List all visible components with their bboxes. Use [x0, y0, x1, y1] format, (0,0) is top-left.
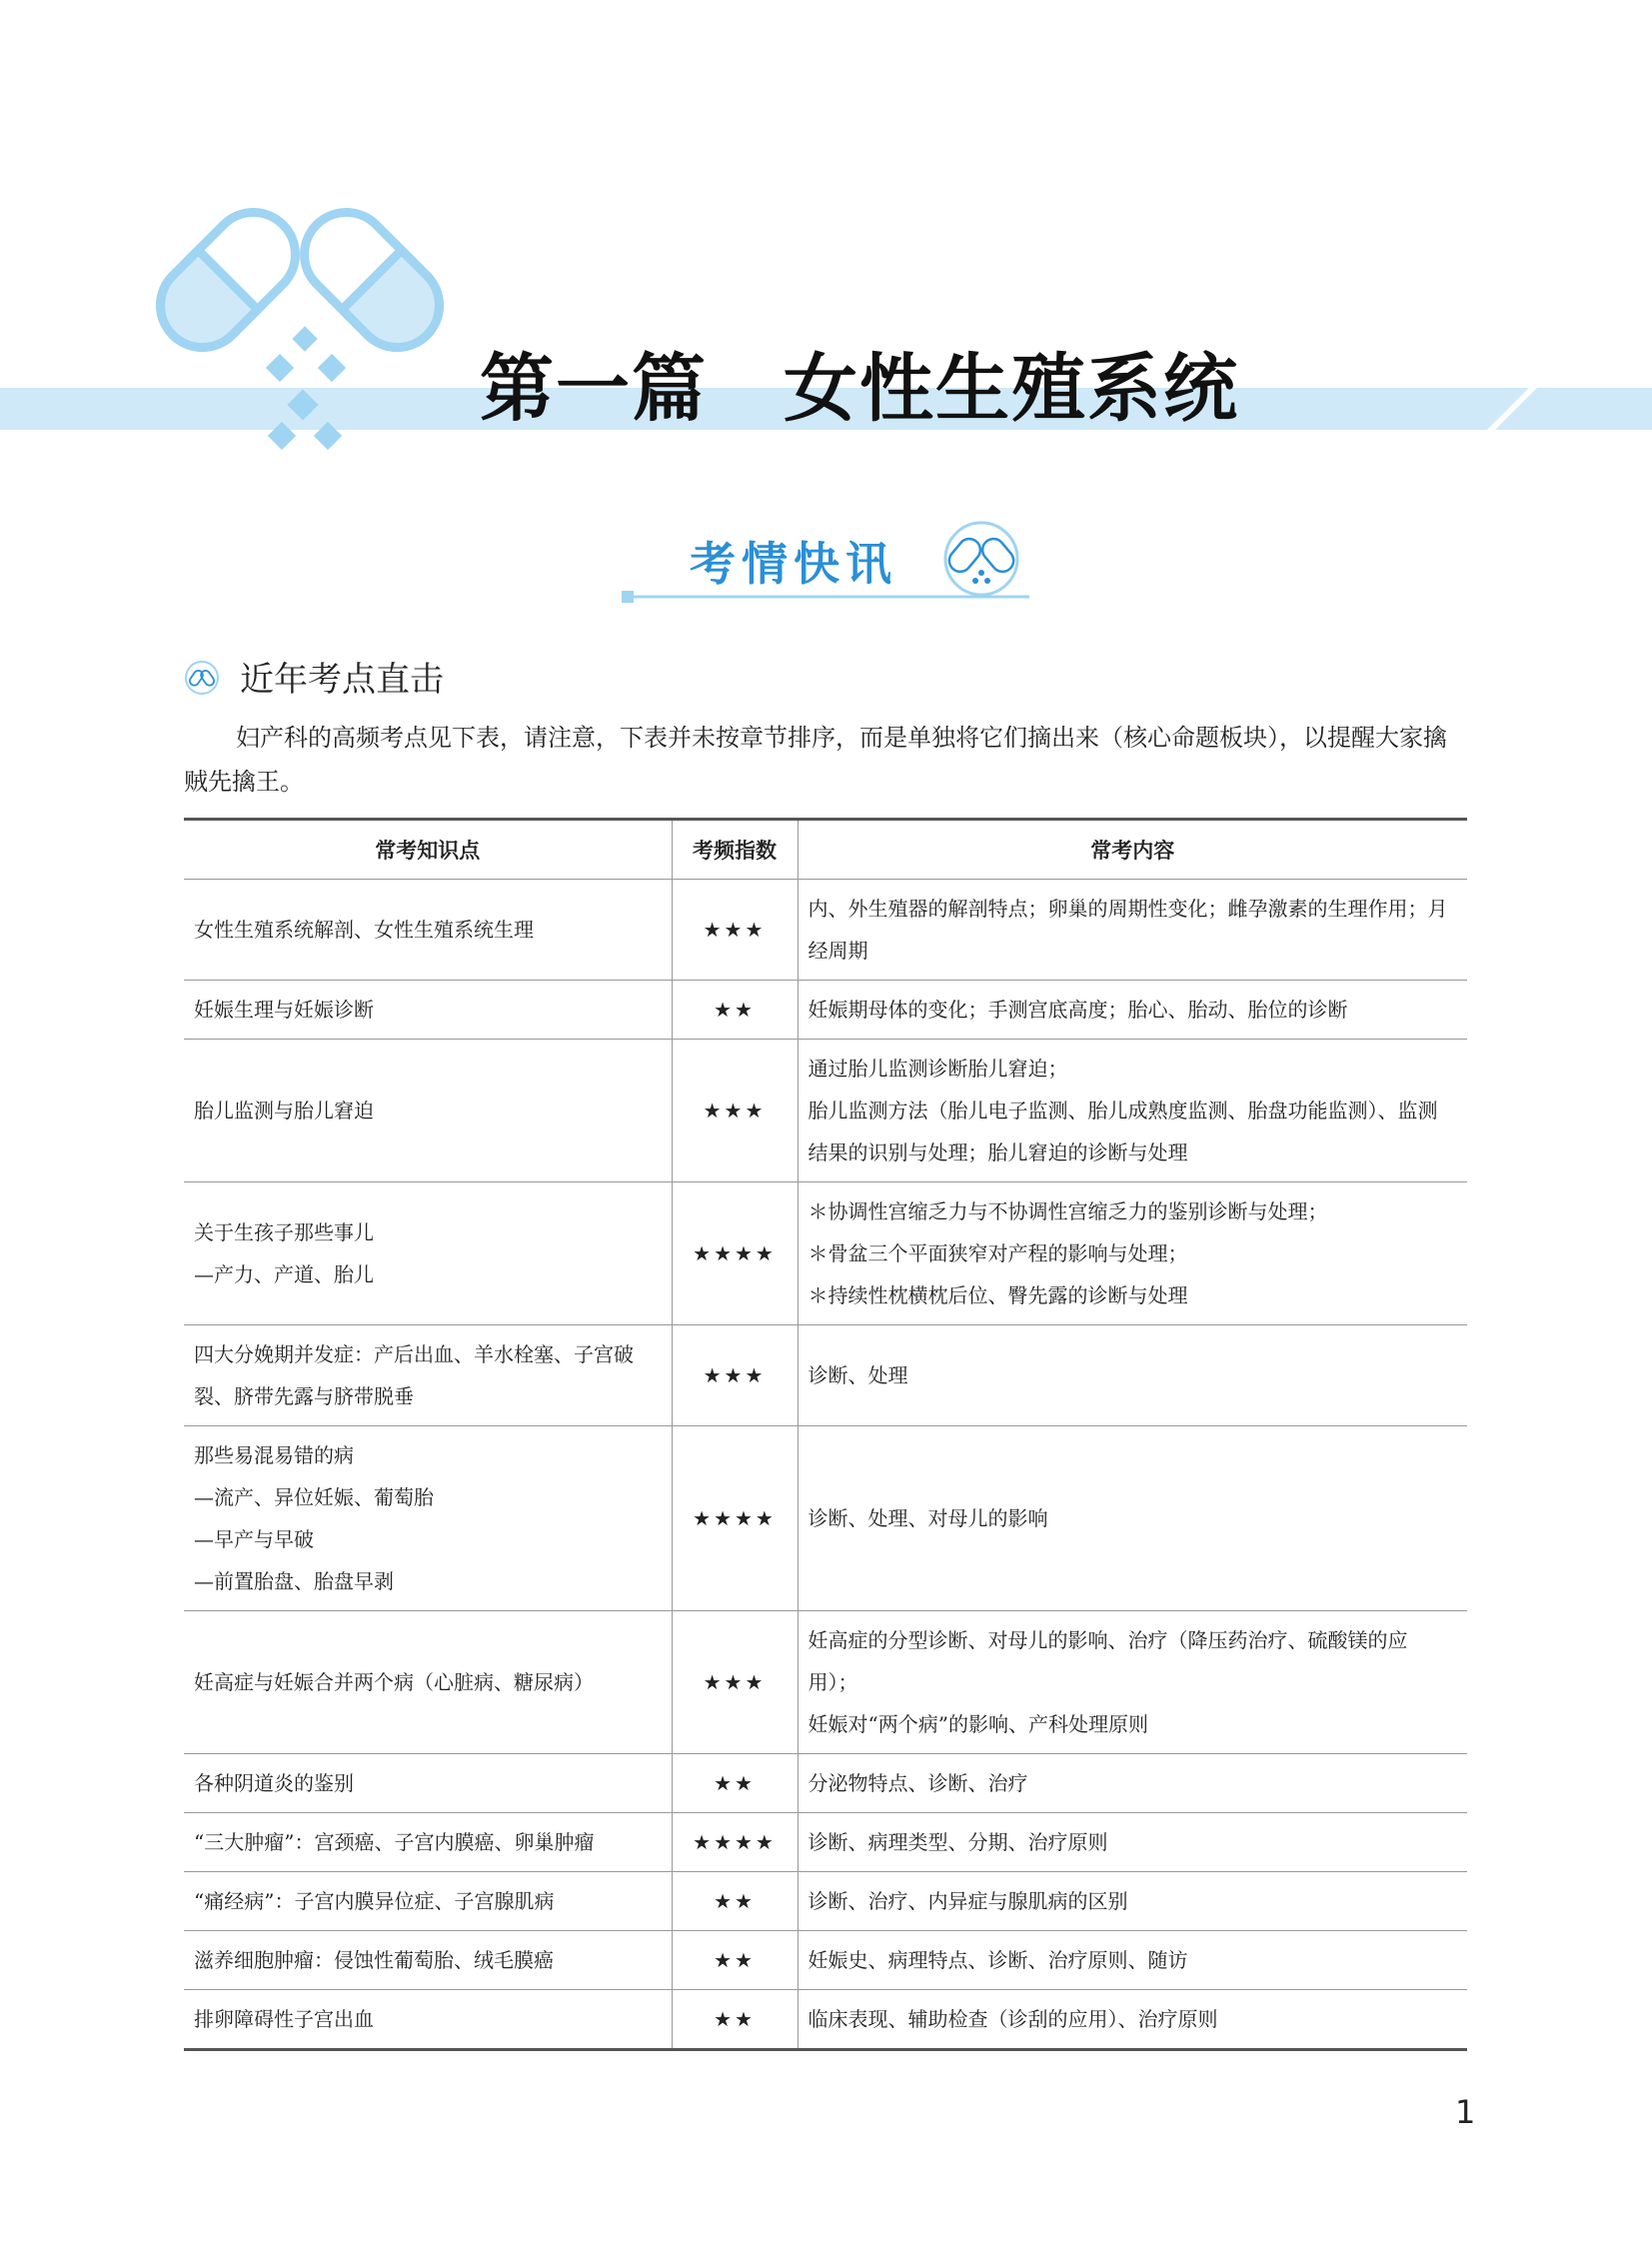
content-line: 通过胎儿监测诊断胎儿窘迫；: [808, 1057, 1068, 1081]
table-row: [184, 1754, 1467, 1813]
frequency-stars: ★★: [672, 1990, 798, 2050]
header-frequency: 考频指数: [672, 820, 798, 880]
content-line: 诊断、治疗、内异症与腺肌病的区别: [808, 1889, 1128, 1913]
exam-topics-table: [184, 818, 1467, 2051]
header-content: 常考内容: [798, 820, 1467, 880]
topic-line: 妊高症与妊娠合并两个病（心脏病、糖尿病）: [194, 1670, 594, 1694]
content-cell: [798, 981, 1467, 1040]
content-cell: [798, 1325, 1467, 1426]
content-cell: [798, 1426, 1467, 1611]
content-line: 妊娠期母体的变化；手测宫底高度；胎心、胎动、胎位的诊断: [808, 998, 1348, 1022]
content-cell: [798, 880, 1467, 981]
topic-cell: [184, 1754, 672, 1813]
table-row: [184, 1182, 1467, 1325]
content-cell: [798, 1931, 1467, 1990]
content-line: ＊骨盆三个平面狭窄对产程的影响与处理；: [808, 1241, 1188, 1265]
chapter-title: 第一篇 女性生殖系统: [480, 346, 1239, 432]
content-cell: [798, 1990, 1467, 2050]
topic-cell: [184, 1325, 672, 1426]
topic-cell: [184, 880, 672, 981]
topic-cell: [184, 1813, 672, 1872]
topic-line: —产力、产道、胎儿: [194, 1262, 374, 1286]
page-number: 1: [1455, 2093, 1476, 2131]
frequency-stars: ★★★: [672, 880, 798, 981]
content-line: 胎儿监测方法（胎儿电子监测、胎儿成熟度监测、胎盘功能监测）、监测结果的识别与处理；胎儿窘迫的诊断与处理: [808, 1099, 1438, 1164]
content-cell: [798, 1040, 1467, 1182]
content-cell: [798, 1872, 1467, 1931]
pill-circle-icon: [944, 523, 1017, 595]
topic-line: —早产与早破: [194, 1527, 314, 1551]
frequency-stars: ★★: [672, 1872, 798, 1931]
frequency-stars: ★★: [672, 981, 798, 1040]
topic-line: —前置胎盘、胎盘早剥: [194, 1569, 394, 1593]
topic-cell: [184, 1426, 672, 1611]
topic-cell: [184, 1990, 672, 2050]
table-row: [184, 1325, 1467, 1426]
topic-line: 四大分娩期并发症：产后出血、羊水栓塞、子宫破裂、脐带先露与脐带脱垂: [194, 1342, 634, 1408]
topic-line: 滋养细胞肿瘤：侵蚀性葡萄胎、绒毛膜癌: [194, 1948, 554, 1972]
topic-cell: [184, 1182, 672, 1325]
table-body: [184, 880, 1467, 2050]
topic-line: 排卵障碍性子宫出血: [194, 2007, 374, 2031]
topic-line: 各种阴道炎的鉴别: [194, 1771, 354, 1795]
content-cell: [798, 1182, 1467, 1325]
topic-line: 胎儿监测与胎儿窘迫: [194, 1099, 374, 1123]
content-line: 临床表现、辅助检查（诊刮的应用）、治疗原则: [808, 2007, 1218, 2031]
header-topic: 常考知识点: [184, 820, 672, 880]
table-row: [184, 1040, 1467, 1182]
table-row: [184, 880, 1467, 981]
topic-line: “三大肿瘤”：宫颈癌、子宫内膜癌、卵巢肿瘤: [194, 1830, 595, 1854]
pill-bullet-icon: [184, 660, 220, 696]
table-row: [184, 1611, 1467, 1754]
frequency-stars: ★★★★: [672, 1182, 798, 1325]
table-row: [184, 1813, 1467, 1872]
content-line: 妊娠对“两个病”的影响、产科处理原则: [808, 1712, 1148, 1736]
topic-line: 女性生殖系统解剖、女性生殖系统生理: [194, 918, 534, 942]
content-line: 妊高症的分型诊断、对母儿的影响、治疗（降压药治疗、硫酸镁的应用）；: [808, 1628, 1408, 1694]
intro-paragraph: 妇产科的高频考点见下表，请注意，下表并未按章节排序，而是单独将它们摘出来（核心命题板块），以提醒大家擒贼先擒王。: [184, 724, 1447, 796]
table-header-row: [184, 820, 1467, 880]
content-line: 分泌物特点、诊断、治疗: [808, 1771, 1028, 1795]
frequency-stars: ★★★: [672, 1325, 798, 1426]
topic-cell: [184, 1872, 672, 1931]
topic-line: —流产、异位妊娠、葡萄胎: [194, 1485, 434, 1509]
content-cell: [798, 1754, 1467, 1813]
table-row: [184, 1931, 1467, 1990]
topic-line: 那些易混易错的病: [194, 1443, 354, 1467]
content-line: 诊断、病理类型、分期、治疗原则: [808, 1830, 1108, 1854]
section-title: 考情快讯: [690, 537, 897, 591]
table-row: [184, 981, 1467, 1040]
frequency-stars: ★★★: [672, 1040, 798, 1182]
content-line: 妊娠史、病理特点、诊断、治疗原则、随访: [808, 1948, 1188, 1972]
subsection-title: 近年考点直击: [240, 660, 444, 700]
content-line: 内、外生殖器的解剖特点；卵巢的周期性变化；雌孕激素的生理作用；月经周期: [808, 897, 1448, 963]
topic-cell: [184, 981, 672, 1040]
content-line: ＊协调性宫缩乏力与不协调性宫缩乏力的鉴别诊断与处理；: [808, 1199, 1328, 1223]
frequency-stars: ★★★★: [672, 1813, 798, 1872]
table-row: [184, 1990, 1467, 2050]
frequency-stars: ★★: [672, 1931, 798, 1990]
content-line: ＊持续性枕横枕后位、臀先露的诊断与处理: [808, 1283, 1188, 1307]
content-cell: [798, 1611, 1467, 1754]
content-line: 诊断、处理: [808, 1363, 908, 1387]
table-row: [184, 1872, 1467, 1931]
topic-line: 妊娠生理与妊娠诊断: [194, 998, 374, 1022]
content-cell: [798, 1813, 1467, 1872]
topic-cell: [184, 1611, 672, 1754]
topic-cell: [184, 1040, 672, 1182]
topic-cell: [184, 1931, 672, 1990]
frequency-stars: ★★: [672, 1754, 798, 1813]
topic-line: 关于生孩子那些事儿: [194, 1220, 374, 1244]
frequency-stars: ★★★★: [672, 1426, 798, 1611]
content-line: 诊断、处理、对母儿的影响: [808, 1506, 1048, 1530]
topic-line: “痛经病”：子宫内膜异位症、子宫腺肌病: [194, 1889, 555, 1913]
table-row: [184, 1426, 1467, 1611]
frequency-stars: ★★★: [672, 1611, 798, 1754]
